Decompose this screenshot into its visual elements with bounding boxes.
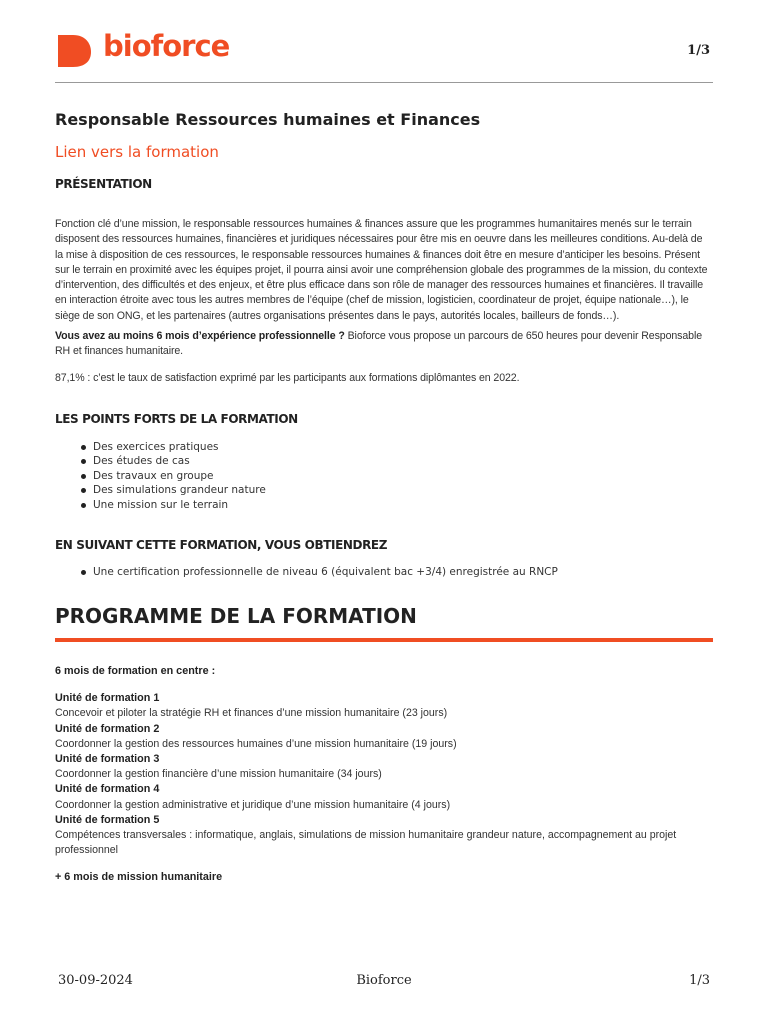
experience-bold: Vous avez au moins 6 mois d’expérience professionnelle ? (55, 330, 345, 343)
obtain-list (55, 565, 713, 580)
brand-name: bioforce (103, 29, 230, 63)
strengths-list (55, 440, 713, 513)
unit-title: Unité de formation 4 (55, 783, 160, 796)
programme-divider (55, 638, 713, 642)
footer-date: 30-09-2024 (58, 973, 133, 988)
unit-title: Unité de formation 2 (55, 722, 160, 735)
unit-title: Unité de formation 3 (55, 752, 160, 765)
presentation-heading: PRÉSENTATION (55, 177, 152, 191)
list-item: Des études de cas (55, 454, 713, 469)
programme-units (55, 691, 713, 858)
experience-rest: Bioforce vous propose un parcours de 650 heures pour devenir Responsable RH et finances humanitaire. (55, 330, 702, 358)
page-footer (58, 973, 710, 989)
unit-title: Unité de formation 5 (55, 813, 160, 826)
programme-intro: 6 mois de formation en centre : (55, 664, 216, 677)
unit-desc: Compétences transversales : informatique, anglais, simulations de mission humanitaire grandeur nature, accompagnement au projet professionnel (55, 829, 677, 857)
satisfaction-paragraph: 87,1% : c’est le taux de satisfaction exprimé par les participants aux formations diplômantes en 2022. (55, 371, 520, 384)
bioforce-logo-mark-icon (55, 33, 93, 69)
unit-desc: Coordonner la gestion financière d’une mission humanitaire (34 jours) (55, 768, 382, 781)
experience-paragraph (55, 329, 713, 360)
programme-heading: PROGRAMME DE LA FORMATION (55, 603, 417, 628)
list-item: Une certification professionnelle de niveau 6 (équivalent bac +3/4) enregistrée au RNCP (55, 565, 713, 580)
obtain-heading: EN SUIVANT CETTE FORMATION, VOUS OBTIENDREZ (55, 538, 388, 553)
unit-desc: Coordonner la gestion des ressources humaines d’une mission humanitaire (19 jours) (55, 737, 457, 750)
list-item: Une mission sur le terrain (55, 498, 713, 513)
unit-title: Unité de formation 1 (55, 692, 160, 705)
header-divider (55, 82, 713, 83)
strengths-heading: LES POINTS FORTS DE LA FORMATION (55, 411, 298, 426)
page-title: Responsable Ressources humaines et Finances (55, 110, 481, 129)
page-indicator: 1/3 (687, 43, 710, 58)
list-item: Des travaux en groupe (55, 469, 713, 484)
unit-desc: Coordonner la gestion administrative et juridique d’une mission humanitaire (4 jours) (55, 798, 451, 811)
mission-line: + 6 mois de mission humanitaire (55, 871, 223, 884)
bioforce-logo (55, 29, 255, 73)
footer-brand: Bioforce (356, 973, 412, 988)
unit-desc: Concevoir et piloter la stratégie RH et finances d’une mission humanitaire (23 jours) (55, 707, 448, 720)
list-item: Des exercices pratiques (55, 440, 713, 455)
presentation-paragraph: Fonction clé d’une mission, le responsable ressources humaines & finances assure que les programmes humanitaires menés sur le terrain disposent des ressources humaines, financières et juridiques nécessaires pour être mis en oeuvre dans les meilleures conditions. Au-delà de la mise à disposition de ces ressources, le responsable ressources humaines & finances doit être en mesure d’anticiper les besoins. Présent sur le terrain en proximité avec les équipes projet, il pourra ainsi avoir une compréhension globale des programmes de la mission, du contexte d’intervention, des difficultés et des enjeux, et être plus efficace dans son rôle de manager des ressources humaines et financières. Il travaille en interaction étroite avec tous les autres membres de l’équipe (chef de mission, logisticien, coordinateur de projet, équipe nationale…), le siège de son ONG, et les partenaires (autres organisations présentes dans le pays, autorités locales, bailleurs de fonds…). (55, 218, 708, 322)
list-item: Des simulations grandeur nature (55, 483, 713, 498)
formation-link[interactable]: Lien vers la formation (55, 143, 219, 161)
footer-page-number: 1/3 (689, 973, 710, 988)
document-body (55, 110, 713, 886)
